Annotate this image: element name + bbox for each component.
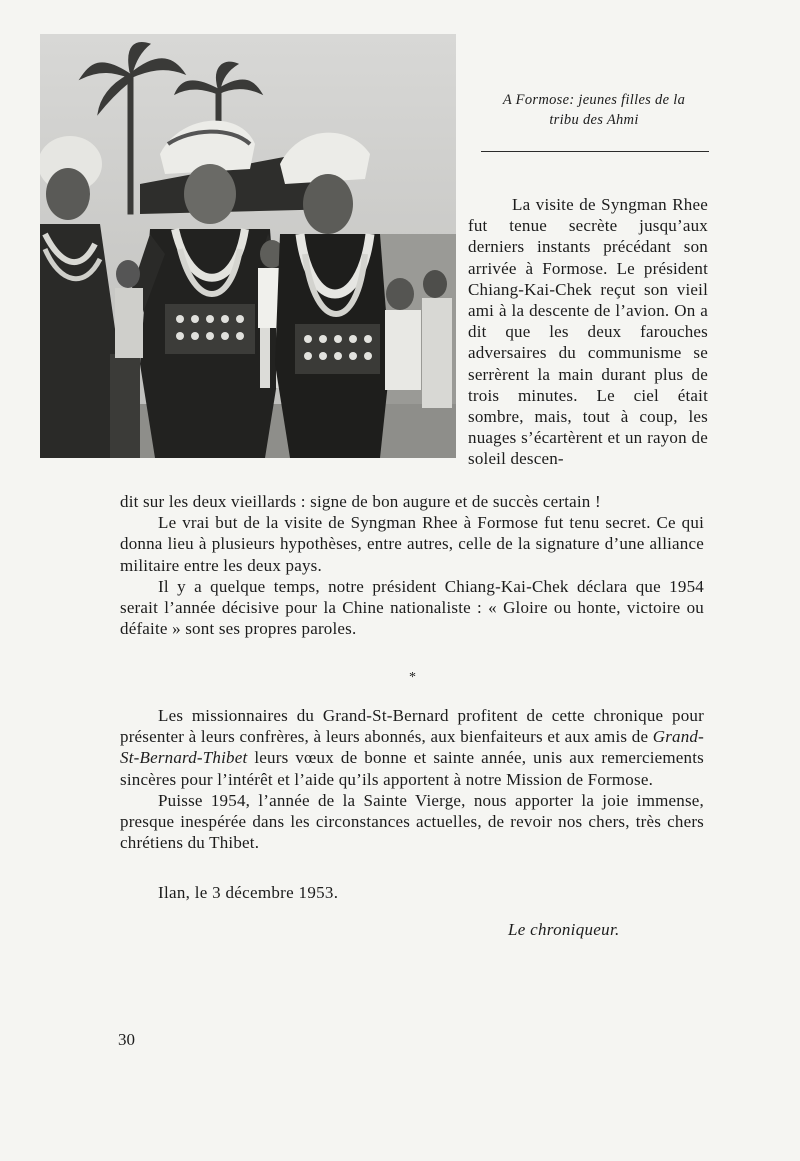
dateline: Ilan, le 3 décembre 1953. [158, 883, 339, 902]
paragraph-wish-1954: Puisse 1954, l’année de la Sainte Vierge, nous apporter la joie immense, presque inespérée dans les circonstances actuelles, de revoir nos chers, très chers chrétiens du Thibet. [120, 790, 704, 853]
caption-line-2: tribu des Ahmi [549, 112, 639, 128]
photo-illustration [40, 34, 456, 458]
paragraph-secret-visit: Le vrai but de la visite de Syngman Rhee à Formose fut tenu secret. Ce qui donna lieu à plusieurs hypothèses, entre autres, celle de la signature d’une alliance militaire entre les deux pays. [120, 513, 704, 575]
greetings-text-end: leurs vœux de bonne et sainte année, unis aux remerciements sincères pour l’intérêt et l’aide qu’ils apportent à notre Mission de Formose. [120, 748, 704, 789]
greetings-block [120, 705, 704, 853]
photograph-tribal-women [40, 34, 456, 458]
page-number: 30 [118, 1030, 135, 1049]
paragraph-president-declaration: Il y a quelque temps, notre président Chiang-Kai-Chek déclara que 1954 serait l’année décisive pour la Chine nationaliste : « Gloire ou honte, victoire ou défaite » sont ses propres paroles. [120, 576, 704, 639]
paragraph-continuation: dit sur les deux vieillards : signe de bon augure et de succès certain ! [120, 492, 601, 511]
caption-line-1: A Formose: jeunes filles de la [502, 92, 686, 108]
signature: Le chroniqueur. [508, 920, 620, 939]
paragraph-visit: La visite de Syngman Rhee fut tenue secrète jusqu’aux derniers instants précédant son arrivée à Formose. Le président Chiang-Kai-Chek reçut son vieil ami à la descente de l’avion. On a dit que les deux farouches adversaires du communisme se serrèrent la main durant plus de trois minutes. Le ciel était sombre, mais, tout à coup, les nuages s’écartèrent et un rayon de soleil descen- [468, 195, 708, 469]
greetings-text-start: Les missionnaires du Grand-St-Bernard profitent de cette chronique pour présenter à leurs confrères, à leurs abonnés, aux bienfaiteurs et aux amis de [120, 706, 704, 747]
photo-caption [476, 90, 712, 130]
main-text-block [120, 491, 704, 639]
right-column-text [468, 194, 708, 470]
caption-divider [481, 151, 709, 152]
journal-title: Grand-St-Bernard-Thibet [120, 727, 704, 768]
section-separator: * [409, 670, 416, 685]
paragraph-greetings [120, 705, 704, 790]
